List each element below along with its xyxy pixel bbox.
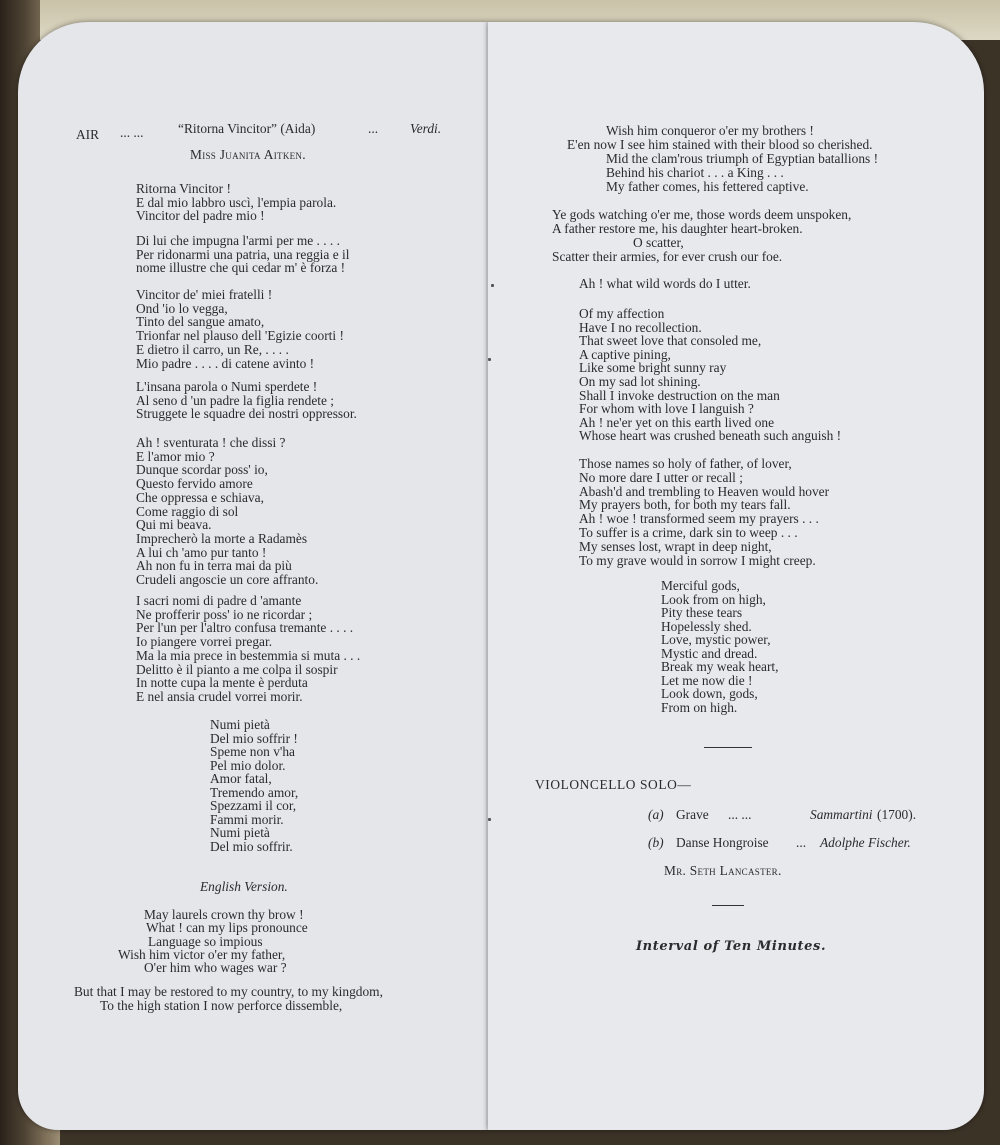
verse-line: Ah ! sventurata ! che dissi ? xyxy=(136,435,286,450)
right-page xyxy=(488,22,984,1130)
verse-line: Del mio soffrir ! xyxy=(210,730,298,746)
verse-line: Mio padre . . . . di catene avinto ! xyxy=(136,355,315,371)
verse-line: From on high. xyxy=(661,699,738,715)
verse-line: Language so impious xyxy=(148,933,263,949)
item-b-composer: Adolphe Fischer. xyxy=(820,835,911,850)
margin-mark xyxy=(491,284,494,287)
verse-line: Shall I invoke destruction on the man xyxy=(579,387,780,403)
verse-line: O'er him who wages war ? xyxy=(144,960,287,976)
divider-rule-2 xyxy=(712,905,744,906)
verse-line: Ye gods watching o'er me, those words deem unspoken, xyxy=(552,207,852,222)
verse-line: Those names so holy of father, of lover, xyxy=(579,456,792,471)
item-b-dots: ... xyxy=(796,835,807,850)
verse-line: Scatter their armies, for ever crush our foe. xyxy=(552,249,783,264)
verse-line: Ne profferir poss' io ne ricordar ; xyxy=(136,606,313,622)
verse-line: No more dare I utter or recall ; xyxy=(579,469,743,485)
air-label: AIR xyxy=(76,127,100,142)
verse-line: Love, mystic power, xyxy=(661,632,771,647)
verse-line: Per ridonarmi una patria, una reggia e il xyxy=(136,246,350,262)
item-a-dots: ... ... xyxy=(728,807,752,822)
verse-line: E dietro il carro, un Re, . . . . xyxy=(136,341,289,357)
verse-line: Ah non fu in terra mai da più xyxy=(136,558,292,574)
verse-line: Dunque scordar poss' io, xyxy=(136,462,268,478)
item-a-composer: Sammartini xyxy=(810,807,873,822)
divider-rule xyxy=(704,747,752,748)
verse-line: My prayers both, for both my tears fall. xyxy=(579,497,791,513)
verse-line: Hopelessly shed. xyxy=(661,618,752,634)
verse-line: Speme non v'ha xyxy=(210,744,295,759)
verse-line: That sweet love that consoled me, xyxy=(579,333,762,349)
verse-line: Tinto del sangue amato, xyxy=(136,314,265,330)
verse-line: Io piangere vorrei pregar. xyxy=(136,634,273,650)
heading-dots-2: ... xyxy=(368,121,379,136)
violoncello-heading: VIOLONCELLO SOLO— xyxy=(535,777,692,792)
verse-line: Ah ! ne'er yet on this earth lived one xyxy=(579,414,775,430)
verse-line: Have I no recollection. xyxy=(579,319,702,335)
left-page xyxy=(18,22,488,1130)
verse-line: Qui mi beava. xyxy=(136,517,212,533)
verse-line: Vincitor de' miei fratelli ! xyxy=(136,287,273,302)
verse-line: To my grave would in sorrow I might creep. xyxy=(579,552,816,568)
verse-line: nome illustre che qui cedar m' è forza ! xyxy=(136,260,346,276)
item-b-marker: (b) xyxy=(648,835,664,850)
verse-line: Struggete le squadre dei nostri oppressor. xyxy=(136,406,357,422)
verse-line: Merciful gods, xyxy=(661,578,740,593)
item-a-marker: (a) xyxy=(648,807,664,822)
margin-mark xyxy=(488,358,491,361)
verse-line: Look down, gods, xyxy=(661,686,758,701)
verse-line: Fammi morir. xyxy=(210,811,284,827)
composer: Verdi. xyxy=(410,121,442,136)
margin-mark xyxy=(488,818,491,821)
verse-line: Come raggio di sol xyxy=(136,503,239,519)
verse-line: My senses lost, wrapt in deep night, xyxy=(579,538,772,554)
verse-line: Pity these tears xyxy=(661,605,743,620)
verse-line: Trionfar nel plauso dell 'Egizie coorti ! xyxy=(136,328,344,344)
heading-dots: ... ... xyxy=(120,125,144,140)
verse-line: Look from on high, xyxy=(661,591,766,607)
verse-line: I sacri nomi di padre d 'amante xyxy=(136,593,302,608)
verse-line: L'insana parola o Numi sperdete ! xyxy=(136,379,318,394)
verse-line: Let me now die ! xyxy=(661,672,753,688)
verse-line: Questo fervido amore xyxy=(136,476,253,492)
verse-line: What ! can my lips pronounce xyxy=(146,920,308,936)
verse-line: Che oppressa e schiava, xyxy=(136,489,264,505)
verse-line: Ritorna Vincitor ! xyxy=(136,181,231,196)
verse-line: Vincitor del padre mio ! xyxy=(136,208,265,224)
verse-line: Crudeli angoscie un core affranto. xyxy=(136,572,319,587)
verse-line: Al seno d 'un padre la figlia rendete ; xyxy=(136,392,334,408)
verse-line: E'en now I see him stained with their blood so cherished. xyxy=(567,137,873,152)
verse-line: But that I may be restored to my country, to my kingdom, xyxy=(74,984,383,999)
verse-line: E l'amor mio ? xyxy=(136,448,215,464)
verse-line: Amor fatal, xyxy=(210,771,272,786)
cellist-name: Mr. Seth Lancaster. xyxy=(664,863,782,878)
verse-line: Del mio soffrir. xyxy=(210,838,293,854)
verse-line: Like some bright sunny ray xyxy=(579,360,727,376)
item-a-year: (1700). xyxy=(877,807,917,822)
item-a-piece: Grave xyxy=(676,807,709,822)
verse-line: Ah ! what wild words do I utter. xyxy=(579,276,751,291)
verse-line: Ah ! woe ! transformed seem my prayers . . . xyxy=(579,511,819,527)
verse-line: In notte cupa la mente è perduta xyxy=(136,675,308,691)
verse-line: Mystic and dread. xyxy=(661,645,758,661)
verse-line: E nel ansia crudel vorrei morir. xyxy=(136,688,303,704)
verse-line: Spezzami il cor, xyxy=(210,798,297,813)
verse-line: Wish him victor o'er my father, xyxy=(118,946,286,962)
verse-line: Numi pietà xyxy=(210,825,270,840)
verse-line: To the high station I now perforce dissemble, xyxy=(100,997,343,1013)
verse-line: A captive pining, xyxy=(579,346,671,362)
verse-line: Delitto è il pianto a me colpa il sospir xyxy=(136,661,338,677)
verse-line: Tremendo amor, xyxy=(210,784,299,800)
verse-line: Ond 'io lo vegga, xyxy=(136,300,228,316)
verse-line: Of my affection xyxy=(579,306,665,321)
verse-line: Whose heart was crushed beneath such anguish ! xyxy=(579,428,842,444)
verse-line: For whom with love I languish ? xyxy=(579,401,754,417)
verse-line: To suffer is a crime, dark sin to weep . . . xyxy=(579,525,798,540)
verse-line: Numi pietà xyxy=(210,717,270,732)
verse-line: Di lui che impugna l'armi per me . . . . xyxy=(136,233,340,248)
verse-line: Pel mio dolor. xyxy=(210,757,286,773)
verse-line: E dal mio labbro uscì, l'empia parola. xyxy=(136,194,337,210)
verse-line: Per l'un per l'altro confusa tremante . . . . xyxy=(136,620,354,636)
verse-line: Abash'd and trembling to Heaven would hover xyxy=(579,483,830,499)
english-version-heading: English Version. xyxy=(200,879,288,894)
item-b-piece: Danse Hongroise xyxy=(676,835,769,850)
interval-notice: Interval of Ten Minutes. xyxy=(636,939,827,954)
song-title: “Ritorna Vincitor” (Aida) xyxy=(178,121,316,136)
verse-line: My father comes, his fettered captive. xyxy=(606,179,809,194)
verse-line: Break my weak heart, xyxy=(661,659,779,674)
verse-line: Wish him conqueror o'er my brothers ! xyxy=(606,123,814,138)
verse-line: Imprecherò la morte a Radamès xyxy=(136,530,308,546)
verse-line: May laurels crown thy brow ! xyxy=(144,907,304,922)
verse-line: Ma la mia prece in bestemmia si muta . . . xyxy=(136,647,361,663)
verse-line: Mid the clam'rous triumph of Egyptian batallions ! xyxy=(606,151,879,166)
verse-line: A lui ch 'amo pur tanto ! xyxy=(136,544,267,560)
verse-line: On my sad lot shining. xyxy=(579,374,701,389)
verse-line: Behind his chariot . . . a King . . . xyxy=(606,165,784,180)
performer-name: Miss Juanita Aitken. xyxy=(190,147,306,162)
verse-line: A father restore me, his daughter heart-broken. xyxy=(552,221,803,236)
verse-line: O scatter, xyxy=(633,235,684,250)
